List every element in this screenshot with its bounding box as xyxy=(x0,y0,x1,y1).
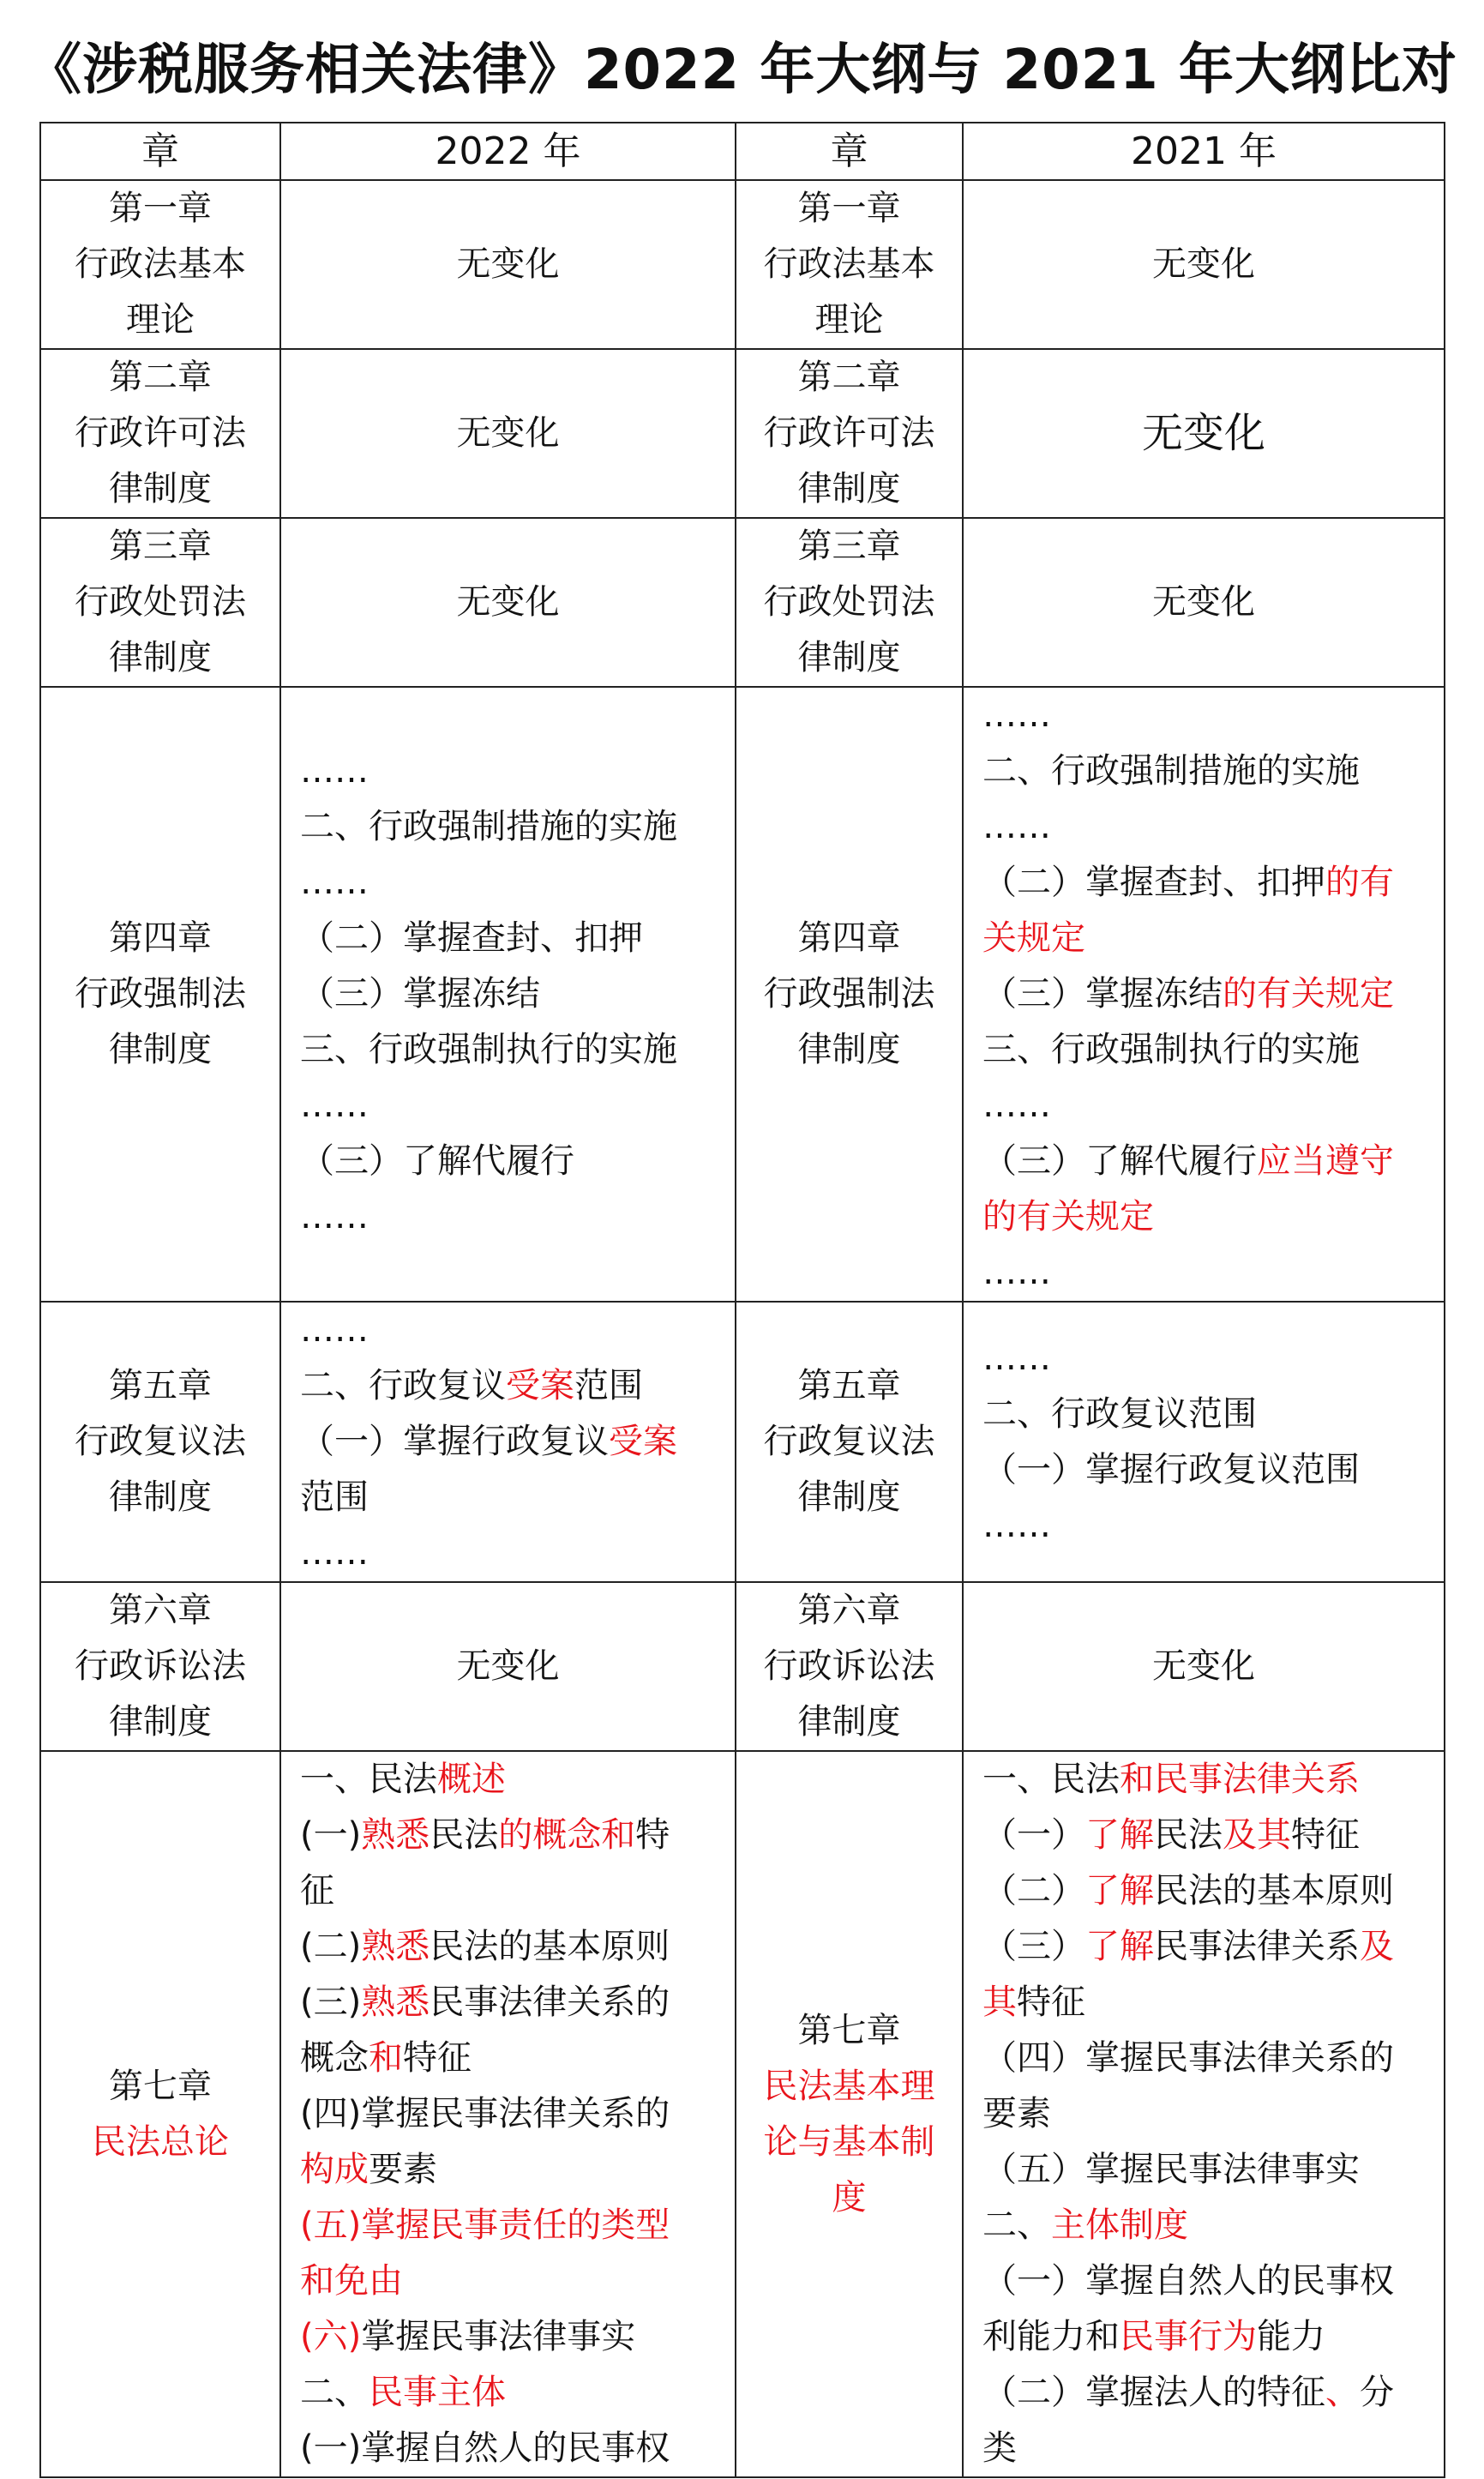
highlighted-change-text: 概述 xyxy=(437,1760,506,1799)
text-line xyxy=(41,1583,279,1639)
text-segment: 行政复议法 xyxy=(763,1422,935,1461)
comparison-table xyxy=(39,122,1445,2478)
text-segment: …… xyxy=(982,1086,1051,1125)
text-line xyxy=(982,1387,1425,1442)
text-line xyxy=(982,2086,1425,2142)
page-title: 《涉税服务相关法律》2022 年大纲与 2021 年大纲比对 xyxy=(26,39,1458,102)
text-segment: （二）掌握查封、扣押 xyxy=(300,918,643,958)
highlighted-change-text: 的概念和 xyxy=(498,1815,636,1855)
text-line xyxy=(300,1808,716,1863)
text-segment: （三）掌握冻结 xyxy=(982,974,1223,1014)
text-line xyxy=(736,1470,962,1525)
content-cell-2022 xyxy=(280,1302,736,1582)
text-segment: …… xyxy=(982,807,1051,846)
highlighted-change-text: 应当遵守 xyxy=(1257,1141,1394,1181)
text-segment: 一、民法 xyxy=(300,1760,437,1799)
text-segment: （三） xyxy=(982,1927,1085,1966)
text-segment: …… xyxy=(300,1197,369,1236)
text-line xyxy=(736,630,962,686)
highlighted-change-text: 和免由 xyxy=(300,2261,403,2301)
text-line xyxy=(982,2253,1425,2309)
text-line xyxy=(736,1583,962,1639)
text-line xyxy=(982,2309,1425,2365)
text-line xyxy=(982,743,1425,799)
header-year-2022: 2022 年 xyxy=(280,123,736,180)
text-line xyxy=(982,688,1425,743)
text-line xyxy=(41,1022,279,1078)
text-segment: 无变化 xyxy=(1152,244,1255,284)
text-line xyxy=(736,237,962,292)
highlighted-change-text: 民事主体 xyxy=(369,2373,506,2412)
highlighted-change-text: 民法总论 xyxy=(92,2121,229,2162)
text-line xyxy=(41,292,279,348)
highlighted-change-text: 民法基本理 xyxy=(763,2066,935,2106)
text-line xyxy=(300,1525,716,1581)
text-segment: 民法 xyxy=(430,1815,499,1855)
text-line xyxy=(41,575,279,630)
chapter-cell-2021 xyxy=(736,687,963,1302)
text-line xyxy=(964,575,1444,630)
text-line xyxy=(300,2198,716,2253)
text-line xyxy=(300,1975,716,2031)
highlighted-change-text: 其 xyxy=(982,1983,1017,2022)
text-line xyxy=(300,1189,716,1245)
text-line xyxy=(736,181,962,237)
chapter-cell-2022 xyxy=(40,1302,280,1582)
text-line xyxy=(982,1975,1425,2031)
text-line xyxy=(41,2115,279,2170)
highlighted-change-text: 主体制度 xyxy=(1051,2205,1188,2245)
text-segment: 概念 xyxy=(300,2038,369,2078)
highlighted-change-text: (五)掌握民事责任的类型 xyxy=(300,2205,670,2245)
text-line xyxy=(982,1134,1425,1189)
text-segment: …… xyxy=(300,1533,369,1573)
text-segment: 特征 xyxy=(1017,1983,1085,2022)
text-line xyxy=(736,1694,962,1750)
content-cell-2022 xyxy=(280,349,736,518)
text-line xyxy=(41,1470,279,1525)
table-row xyxy=(40,1302,1445,1582)
highlighted-change-text: 关规定 xyxy=(982,918,1085,958)
text-segment: 特 xyxy=(635,1815,670,1855)
text-segment: 律制度 xyxy=(797,1030,901,1069)
highlighted-change-text: 了解 xyxy=(1085,1815,1154,1855)
text-line xyxy=(982,1919,1425,1975)
text-line xyxy=(300,2253,716,2309)
text-line xyxy=(281,1639,735,1694)
text-segment: 三、行政强制执行的实施 xyxy=(300,1030,677,1069)
text-line xyxy=(300,2031,716,2086)
chapter-cell-2022 xyxy=(40,1582,280,1751)
text-line xyxy=(300,911,716,966)
text-segment: 民事法律关系的 xyxy=(430,1983,670,2022)
text-segment: 行政复议法 xyxy=(75,1422,246,1461)
text-segment: 行政诉讼法 xyxy=(763,1646,935,1686)
highlighted-change-text: 及其 xyxy=(1223,1815,1291,1855)
content-cell-2021 xyxy=(963,180,1445,349)
text-line xyxy=(982,2198,1425,2253)
text-segment: 律制度 xyxy=(109,1030,212,1069)
text-segment: 第一章 xyxy=(797,189,901,228)
text-segment: 行政强制法 xyxy=(75,974,246,1014)
content-cell-2021 xyxy=(963,687,1445,1302)
text-segment: …… xyxy=(300,1086,369,1125)
text-segment: 二、 xyxy=(982,2205,1051,2245)
text-segment: 要素 xyxy=(982,2094,1051,2133)
text-segment: (三) xyxy=(300,1983,362,2022)
text-line xyxy=(982,966,1425,1022)
text-segment: 二、行政复议范围 xyxy=(982,1393,1257,1434)
text-line xyxy=(300,2421,716,2476)
text-segment: （二） xyxy=(982,1871,1085,1910)
text-line xyxy=(300,1414,716,1470)
text-line xyxy=(736,1358,962,1414)
text-segment: 律制度 xyxy=(109,1702,212,1742)
text-segment: 民法 xyxy=(1154,1815,1223,1855)
text-segment: …… xyxy=(982,1253,1051,1292)
text-segment: （三）了解代履行 xyxy=(982,1141,1257,1181)
text-line xyxy=(964,237,1444,292)
text-segment: 无变化 xyxy=(456,1646,560,1686)
chapter-cell-2022 xyxy=(40,687,280,1302)
header-chapter-2022: 章 xyxy=(40,123,280,180)
text-line xyxy=(281,575,735,630)
highlighted-change-text: 、 xyxy=(1325,2373,1360,2412)
text-line xyxy=(982,1022,1425,1078)
text-segment: （二）掌握法人的特征 xyxy=(982,2373,1325,2412)
highlighted-change-text: 熟悉 xyxy=(361,1927,430,1966)
content-cell-2021 xyxy=(963,518,1445,687)
chapter-cell-2022 xyxy=(40,349,280,518)
text-segment: 第六章 xyxy=(797,1591,901,1630)
text-line xyxy=(736,2115,962,2170)
content-cell-2022 xyxy=(280,180,736,349)
text-segment: （二）掌握查封、扣押 xyxy=(982,863,1325,902)
chapter-cell-2021 xyxy=(736,1302,963,1582)
text-segment: 无变化 xyxy=(1141,409,1265,457)
text-line xyxy=(281,406,735,461)
text-segment: …… xyxy=(982,1505,1051,1545)
text-line xyxy=(41,2059,279,2115)
text-segment: 二、行政强制措施的实施 xyxy=(300,807,677,846)
highlighted-change-text: 及 xyxy=(1360,1927,1394,1966)
text-line xyxy=(300,1863,716,1919)
text-segment: （四）掌握民事法律关系的 xyxy=(982,2038,1394,2078)
text-line xyxy=(300,1303,716,1358)
text-segment: 律制度 xyxy=(109,1477,212,1517)
highlighted-change-text: (六) xyxy=(300,2317,362,2356)
content-cell-2022 xyxy=(280,1582,736,1751)
text-segment: 律制度 xyxy=(109,638,212,677)
text-line xyxy=(300,2142,716,2198)
text-line xyxy=(300,1022,716,1078)
text-segment: 无变化 xyxy=(456,582,560,622)
text-line xyxy=(964,1639,1444,1694)
header-chapter-2021: 章 xyxy=(736,123,963,180)
text-line xyxy=(964,406,1444,461)
highlighted-change-text: 了解 xyxy=(1085,1871,1154,1910)
text-segment: 理论 xyxy=(126,300,195,340)
text-segment: 三、行政强制执行的实施 xyxy=(982,1030,1360,1069)
text-line xyxy=(736,2059,962,2115)
content-cell-2021 xyxy=(963,1302,1445,1582)
text-line xyxy=(41,630,279,686)
chapter-cell-2022 xyxy=(40,180,280,349)
chapter-cell-2021 xyxy=(736,518,963,687)
text-segment: 第二章 xyxy=(797,358,901,397)
chapter-cell-2021 xyxy=(736,349,963,518)
text-segment: 一、民法 xyxy=(982,1760,1120,1799)
text-line xyxy=(736,461,962,517)
text-line xyxy=(736,911,962,966)
text-segment: 民事法律关系 xyxy=(1154,1927,1360,1966)
text-segment: 无变化 xyxy=(456,244,560,284)
highlighted-change-text: 受案 xyxy=(506,1366,574,1405)
highlighted-change-text: 熟悉 xyxy=(361,1815,430,1855)
text-line xyxy=(736,966,962,1022)
text-segment: …… xyxy=(300,863,369,902)
text-segment: 第三章 xyxy=(109,526,212,566)
text-segment: 无变化 xyxy=(1152,582,1255,622)
text-line xyxy=(281,237,735,292)
text-segment: 律制度 xyxy=(797,1477,901,1517)
text-segment: 第三章 xyxy=(797,526,901,566)
content-cell-2021 xyxy=(963,1582,1445,1751)
text-line xyxy=(41,1694,279,1750)
table-row xyxy=(40,687,1445,1302)
text-segment: 理论 xyxy=(814,300,884,340)
text-segment: 律制度 xyxy=(797,469,901,508)
table-row xyxy=(40,518,1445,687)
content-cell-2022 xyxy=(280,1751,736,2477)
text-line xyxy=(982,1863,1425,1919)
text-segment: （一）掌握自然人的民事权 xyxy=(982,2261,1394,2301)
highlighted-change-text: 论与基本制 xyxy=(763,2121,935,2162)
text-line xyxy=(41,1358,279,1414)
text-segment: 行政处罚法 xyxy=(763,582,935,622)
text-segment: 二、行政强制措施的实施 xyxy=(982,751,1360,791)
text-segment: 行政法基本 xyxy=(75,244,246,284)
highlighted-change-text: 的有 xyxy=(1325,863,1394,902)
text-line xyxy=(982,2031,1425,2086)
text-segment: （一）掌握行政复议 xyxy=(300,1422,609,1461)
text-segment: （三）掌握冻结 xyxy=(300,974,540,1014)
text-segment: 类 xyxy=(982,2428,1017,2468)
text-segment: …… xyxy=(982,1338,1051,1378)
text-line xyxy=(41,911,279,966)
text-segment: 行政强制法 xyxy=(763,974,935,1014)
text-line xyxy=(300,743,716,799)
text-line xyxy=(41,237,279,292)
text-segment: 第四章 xyxy=(109,918,212,958)
text-line xyxy=(982,2365,1425,2421)
text-segment: 二、 xyxy=(300,2373,369,2412)
text-line xyxy=(982,1752,1425,1808)
text-segment: 民法的基本原则 xyxy=(1154,1871,1394,1910)
header-year-2021: 2021 年 xyxy=(963,123,1445,180)
text-segment: 利能力和 xyxy=(982,2317,1120,2356)
content-cell-2022 xyxy=(280,518,736,687)
highlighted-change-text: 度 xyxy=(832,2177,867,2217)
chapter-cell-2022 xyxy=(40,518,280,687)
text-segment: 行政法基本 xyxy=(763,244,935,284)
text-line xyxy=(41,519,279,575)
highlighted-change-text: 和 xyxy=(369,2038,403,2078)
text-segment: …… xyxy=(300,751,369,791)
text-segment: （一） xyxy=(982,1815,1085,1855)
text-line xyxy=(41,461,279,517)
text-line xyxy=(736,2003,962,2059)
text-line xyxy=(300,1358,716,1414)
text-line xyxy=(982,1498,1425,1554)
table-row xyxy=(40,349,1445,518)
text-line xyxy=(982,1808,1425,1863)
text-segment: 征 xyxy=(300,1871,334,1910)
highlighted-change-text: 的有关规定 xyxy=(982,1197,1154,1236)
text-line xyxy=(300,855,716,911)
text-line xyxy=(300,966,716,1022)
text-segment: 行政处罚法 xyxy=(75,582,246,622)
text-line xyxy=(300,2365,716,2421)
chapter-cell-2021 xyxy=(736,180,963,349)
highlighted-change-text: 了解 xyxy=(1085,1927,1154,1966)
text-segment: 特征 xyxy=(403,2038,472,2078)
text-line xyxy=(41,406,279,461)
text-line xyxy=(300,2309,716,2365)
text-line xyxy=(300,1078,716,1134)
text-line xyxy=(736,1022,962,1078)
text-segment: 能力 xyxy=(1257,2317,1325,2356)
text-line xyxy=(982,799,1425,855)
text-segment: 要素 xyxy=(369,2150,437,2189)
table-row xyxy=(40,1582,1445,1751)
text-line xyxy=(300,1752,716,1808)
text-segment: …… xyxy=(300,1310,369,1350)
text-line xyxy=(41,1414,279,1470)
text-segment: （五）掌握民事法律事实 xyxy=(982,2150,1360,2189)
text-segment: 第四章 xyxy=(797,918,901,958)
highlighted-change-text: 民事行为 xyxy=(1120,2317,1257,2356)
text-segment: 无变化 xyxy=(1152,1646,1255,1686)
text-line xyxy=(982,1189,1425,1245)
highlighted-change-text: 熟悉 xyxy=(361,1983,430,2022)
text-line xyxy=(736,292,962,348)
text-line xyxy=(300,799,716,855)
text-line xyxy=(982,2421,1425,2476)
text-line xyxy=(736,2170,962,2226)
text-line xyxy=(982,1442,1425,1498)
text-segment: 范围 xyxy=(574,1366,643,1405)
chapter-cell-2022 xyxy=(40,1751,280,2477)
text-segment: (一)掌握自然人的民事权 xyxy=(300,2428,670,2468)
text-segment: 分 xyxy=(1360,2373,1394,2412)
text-segment: 二、行政复议 xyxy=(300,1366,506,1405)
text-line xyxy=(982,1331,1425,1387)
text-segment: 民法的基本原则 xyxy=(430,1927,670,1966)
text-line xyxy=(41,350,279,406)
text-segment: 行政诉讼法 xyxy=(75,1646,246,1686)
text-segment: 行政许可法 xyxy=(75,413,246,453)
table-row xyxy=(40,1751,1445,2477)
table-header-row xyxy=(40,123,1445,180)
text-line xyxy=(982,911,1425,966)
highlighted-change-text: 受案 xyxy=(609,1422,677,1461)
text-segment: (二) xyxy=(300,1927,362,1966)
text-segment: 律制度 xyxy=(797,638,901,677)
text-segment: 第五章 xyxy=(109,1366,212,1405)
text-segment: 第二章 xyxy=(109,358,212,397)
text-segment: …… xyxy=(982,695,1051,735)
highlighted-change-text: 和民事法律关系 xyxy=(1120,1760,1360,1799)
text-segment: 第六章 xyxy=(109,1591,212,1630)
content-cell-2022 xyxy=(280,687,736,1302)
text-line xyxy=(300,1134,716,1189)
content-cell-2021 xyxy=(963,349,1445,518)
text-line xyxy=(300,2086,716,2142)
text-line xyxy=(736,575,962,630)
text-line xyxy=(982,1245,1425,1301)
content-cell-2021 xyxy=(963,1751,1445,2477)
highlighted-change-text: 的有关规定 xyxy=(1223,974,1394,1014)
highlighted-change-text: 构成 xyxy=(300,2150,369,2189)
text-line xyxy=(736,406,962,461)
text-line xyxy=(736,1414,962,1470)
text-line xyxy=(41,1639,279,1694)
text-segment: 特征 xyxy=(1291,1815,1360,1855)
text-segment: （一）掌握行政复议范围 xyxy=(982,1449,1360,1489)
text-segment: (四)掌握民事法律关系的 xyxy=(300,2094,670,2133)
text-segment: 第一章 xyxy=(109,189,212,228)
text-segment: 第五章 xyxy=(797,1366,901,1405)
text-segment: 律制度 xyxy=(797,1702,901,1742)
text-segment: 第七章 xyxy=(797,2010,901,2050)
text-line xyxy=(736,350,962,406)
text-line xyxy=(736,519,962,575)
text-segment: (一) xyxy=(300,1815,362,1855)
text-segment: （三）了解代履行 xyxy=(300,1141,574,1181)
text-segment: 行政许可法 xyxy=(763,413,935,453)
text-segment: 掌握民事法律事实 xyxy=(361,2317,636,2356)
text-line xyxy=(982,1078,1425,1134)
text-segment: 第七章 xyxy=(109,2066,212,2106)
text-segment: 律制度 xyxy=(109,469,212,508)
text-line xyxy=(982,855,1425,911)
text-line xyxy=(982,2142,1425,2198)
text-line xyxy=(736,1639,962,1694)
text-segment: 无变化 xyxy=(456,413,560,453)
text-segment: 范围 xyxy=(300,1477,369,1517)
chapter-cell-2021 xyxy=(736,1751,963,2477)
text-line xyxy=(41,181,279,237)
text-line xyxy=(300,1919,716,1975)
text-line xyxy=(300,1470,716,1525)
text-line xyxy=(41,966,279,1022)
table-row xyxy=(40,180,1445,349)
chapter-cell-2021 xyxy=(736,1582,963,1751)
